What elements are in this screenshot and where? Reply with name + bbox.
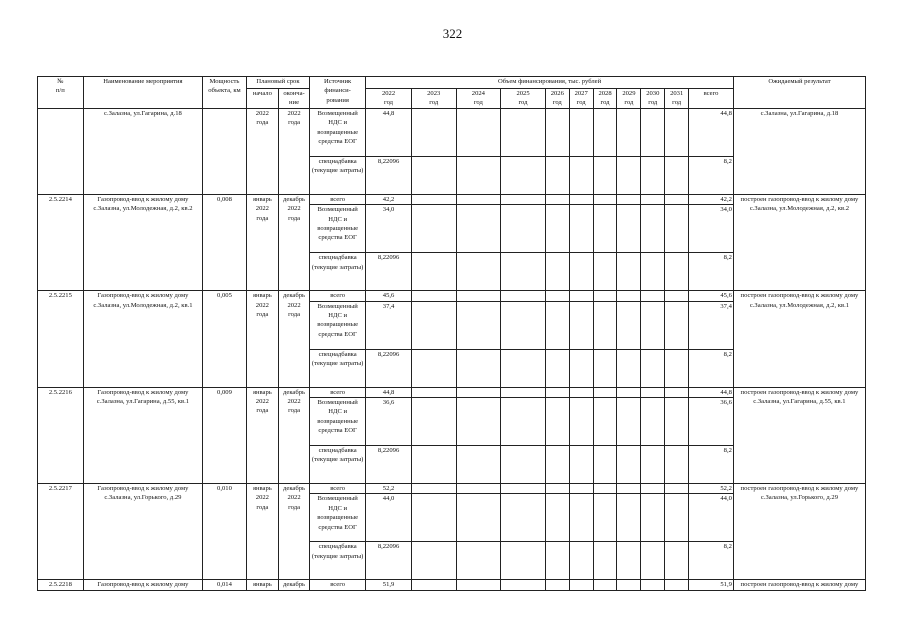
value-empty [411,205,456,253]
value-empty [501,205,546,253]
value-empty [593,205,617,253]
value-empty [501,194,546,204]
value-empty [545,398,569,446]
header-source: Источник финанси- рования [310,77,366,109]
value-empty [665,108,689,156]
value-empty [456,205,501,253]
funding-source: всего [310,484,366,494]
value-empty [641,253,665,291]
value-empty [641,484,665,494]
item-name: Газопровод-ввод к жилому дому с.Залазна, ул.Молодежная, д.2, кв.2 [83,194,202,290]
item-result: с.Залазна, ул.Гагарина, д.18 [733,108,865,194]
funding-source: Возмещенный НДС и возвращенные средства ЕОГ [310,108,366,156]
item-capacity: 0,009 [203,387,247,483]
value-total: 44,0 [689,494,734,542]
value-empty [641,194,665,204]
header-year: 2024 год [456,89,501,109]
value-empty [641,580,665,590]
value-empty [411,253,456,291]
value-total: 44,8 [689,387,734,397]
value-empty [545,108,569,156]
value-total: 36,6 [689,398,734,446]
header-year: 2029 год [617,89,641,109]
value-empty [593,484,617,494]
header-year: 2027 год [569,89,593,109]
item-num: 2.5.2217 [38,484,84,580]
value-2022: 8,22096 [366,349,412,387]
value-empty [501,108,546,156]
value-total: 8,2 [689,446,734,484]
value-empty [501,349,546,387]
value-empty [593,387,617,397]
value-empty [545,301,569,349]
funding-source: Возмещенный НДС и возвращенные средства ЕОГ [310,494,366,542]
value-empty [593,253,617,291]
item-num: 2.5.2216 [38,387,84,483]
value-empty [665,156,689,194]
value-empty [501,253,546,291]
value-empty [456,446,501,484]
item-result: построен газопровод-ввод к жилому дому с.Залазна, ул.Гагарина, д.55, кв.1 [733,387,865,483]
item-capacity: 0,008 [203,194,247,290]
value-empty [501,387,546,397]
value-empty [617,580,641,590]
table-row [38,291,866,301]
value-empty [569,446,593,484]
value-empty [617,301,641,349]
value-empty [411,580,456,590]
value-empty [641,291,665,301]
value-empty [456,253,501,291]
header-name: Наименование мероприятия [83,77,202,109]
value-empty [617,484,641,494]
value-empty [641,398,665,446]
value-empty [545,205,569,253]
value-empty [641,446,665,484]
value-empty [665,484,689,494]
value-empty [569,253,593,291]
value-empty [641,387,665,397]
value-2022: 8,22096 [366,253,412,291]
value-2022: 34,0 [366,205,412,253]
value-empty [545,580,569,590]
item-end: декабрь 2022 года [278,387,309,483]
value-empty [501,542,546,580]
item-result: построен газопровод-ввод к жилому дому с.Залазна, ул.Молодежная, д.2, кв.2 [733,194,865,290]
value-empty [501,580,546,590]
item-num: 2.5.2218 [38,580,84,590]
header-year: 2028 год [593,89,617,109]
value-total: 37,4 [689,301,734,349]
value-empty [593,542,617,580]
item-end: декабрь [278,580,309,590]
page-number: 322 [442,26,463,41]
value-empty [641,108,665,156]
value-total: 8,2 [689,253,734,291]
header-num: № п/п [38,77,84,109]
value-empty [569,494,593,542]
value-total: 51,9 [689,580,734,590]
value-empty [593,446,617,484]
value-empty [501,156,546,194]
value-empty [593,301,617,349]
value-empty [411,194,456,204]
header-year: 2031 год [665,89,689,109]
value-empty [545,253,569,291]
value-empty [456,194,501,204]
value-empty [545,542,569,580]
value-empty [456,494,501,542]
value-empty [411,484,456,494]
value-empty [545,156,569,194]
value-empty [569,349,593,387]
value-empty [641,542,665,580]
header-year: 2022 год [366,89,412,109]
value-empty [411,108,456,156]
item-num [38,108,84,194]
item-name: с.Залазна, ул.Гагарина, д.18 [83,108,202,194]
item-end: 2022 года [278,108,309,194]
value-empty [569,205,593,253]
value-empty [617,253,641,291]
funding-source: всего [310,580,366,590]
item-name: Газопровод-ввод к жилому дому с.Залазна, ул.Горького, д.29 [83,484,202,580]
header-row-1 [38,77,866,89]
value-empty [456,291,501,301]
value-total: 8,2 [689,542,734,580]
value-empty [665,194,689,204]
header-term: Плановый срок [246,77,309,89]
funding-source: Возмещенный НДС и возвращенные средства ЕОГ [310,301,366,349]
value-empty [593,349,617,387]
value-empty [545,484,569,494]
value-empty [411,494,456,542]
value-empty [641,205,665,253]
value-empty [617,387,641,397]
value-2022: 37,4 [366,301,412,349]
item-start: январь 2022 года [246,291,278,387]
value-empty [617,205,641,253]
value-2022: 8,22096 [366,156,412,194]
value-empty [617,446,641,484]
value-2022: 44,0 [366,494,412,542]
value-empty [593,194,617,204]
value-empty [617,494,641,542]
item-end: декабрь 2022 года [278,484,309,580]
funding-source: Возмещенный НДС и возвращенные средства ЕОГ [310,398,366,446]
value-empty [456,108,501,156]
value-empty [641,494,665,542]
item-start: январь 2022 года [246,194,278,290]
value-empty [569,580,593,590]
value-empty [569,398,593,446]
value-empty [665,446,689,484]
funding-source: спецнадбавка (текущие затраты) [310,542,366,580]
value-2022: 42,2 [366,194,412,204]
value-empty [617,398,641,446]
value-empty [665,494,689,542]
item-result: построен газопровод-ввод к жилому дому [733,580,865,590]
value-empty [456,349,501,387]
value-empty [665,301,689,349]
value-empty [665,580,689,590]
value-empty [456,387,501,397]
value-total: 45,6 [689,291,734,301]
value-empty [641,349,665,387]
value-empty [456,580,501,590]
value-empty [545,349,569,387]
item-start: январь 2022 года [246,387,278,483]
value-empty [411,291,456,301]
value-empty [593,156,617,194]
header-result: Ожидаемый результат [733,77,865,109]
value-empty [545,387,569,397]
value-empty [665,398,689,446]
value-empty [569,301,593,349]
value-empty [617,156,641,194]
header-total: всего [689,89,734,109]
value-empty [545,494,569,542]
header-term-end: оконча- ние [278,89,309,109]
program-table [37,76,866,591]
value-empty [411,301,456,349]
value-empty [569,484,593,494]
value-empty [456,301,501,349]
value-empty [665,387,689,397]
value-2022: 8,22096 [366,446,412,484]
value-empty [617,194,641,204]
value-empty [411,387,456,397]
header-volume: Объем финансирования, тыс. рублей [366,77,734,89]
value-empty [501,291,546,301]
value-empty [617,349,641,387]
item-name: Газопровод-ввод к жилому дому с.Залазна, ул.Молодежная, д.2, кв.1 [83,291,202,387]
value-empty [617,542,641,580]
value-empty [545,291,569,301]
value-empty [641,301,665,349]
table-row [38,580,866,590]
value-empty [593,580,617,590]
item-start: январь 2022 года [246,484,278,580]
value-empty [411,156,456,194]
value-empty [569,108,593,156]
value-empty [411,542,456,580]
value-empty [545,194,569,204]
value-empty [593,291,617,301]
header-capacity: Мощность объекта, км [203,77,247,109]
value-empty [641,156,665,194]
value-empty [545,446,569,484]
value-empty [593,494,617,542]
value-empty [456,542,501,580]
value-total: 42,2 [689,194,734,204]
value-empty [665,349,689,387]
value-empty [569,387,593,397]
value-empty [593,398,617,446]
value-2022: 52,2 [366,484,412,494]
value-empty [501,494,546,542]
value-empty [665,205,689,253]
value-empty [411,446,456,484]
value-empty [501,398,546,446]
value-empty [411,398,456,446]
value-total: 52,2 [689,484,734,494]
item-end: декабрь 2022 года [278,291,309,387]
table-row [38,387,866,397]
value-empty [617,291,641,301]
value-total: 8,2 [689,349,734,387]
item-capacity [203,108,247,194]
value-empty [501,484,546,494]
item-capacity: 0,005 [203,291,247,387]
funding-source: спецнадбавка (текущие затраты) [310,446,366,484]
value-2022: 8,22096 [366,542,412,580]
table-row [38,108,866,156]
value-empty [665,542,689,580]
value-2022: 44,8 [366,108,412,156]
header-year: 2026 год [545,89,569,109]
item-name: Газопровод-ввод к жилому дому с.Залазна, ул.Гагарина, д.55, кв.1 [83,387,202,483]
table-row [38,194,866,204]
item-result: построен газопровод-ввод к жилому дому с.Залазна, ул.Горького, д.29 [733,484,865,580]
value-total: 34,0 [689,205,734,253]
value-empty [501,301,546,349]
header-term-start: начало [246,89,278,109]
value-empty [665,253,689,291]
header-year: 2030 год [641,89,665,109]
item-result: построен газопровод-ввод к жилому дому с.Залазна, ул.Молодежная, д.2, кв.1 [733,291,865,387]
value-empty [617,108,641,156]
header-year: 2023 год [411,89,456,109]
value-empty [501,446,546,484]
value-empty [569,194,593,204]
value-empty [456,398,501,446]
value-2022: 51,9 [366,580,412,590]
value-empty [569,542,593,580]
value-2022: 44,8 [366,387,412,397]
funding-source: всего [310,387,366,397]
funding-source: всего [310,291,366,301]
item-start: 2022 года [246,108,278,194]
funding-source: спецнадбавка (текущие затраты) [310,253,366,291]
funding-source: Возмещенный НДС и возвращенные средства ЕОГ [310,205,366,253]
item-name: Газопровод-ввод к жилому дому [83,580,202,590]
value-empty [411,349,456,387]
value-2022: 36,6 [366,398,412,446]
header-year: 2025 год [501,89,546,109]
item-capacity: 0,010 [203,484,247,580]
funding-source: спецнадбавка (текущие затраты) [310,156,366,194]
item-start: январь [246,580,278,590]
value-empty [456,484,501,494]
value-empty [456,156,501,194]
funding-source: спецнадбавка (текущие затраты) [310,349,366,387]
value-empty [593,108,617,156]
item-capacity: 0,014 [203,580,247,590]
value-empty [569,156,593,194]
item-num: 2.5.2214 [38,194,84,290]
value-empty [569,291,593,301]
item-num: 2.5.2215 [38,291,84,387]
table-row [38,484,866,494]
value-total: 44,8 [689,108,734,156]
value-empty [665,291,689,301]
funding-source: всего [310,194,366,204]
value-total: 8,2 [689,156,734,194]
value-2022: 45,6 [366,291,412,301]
item-end: декабрь 2022 года [278,194,309,290]
